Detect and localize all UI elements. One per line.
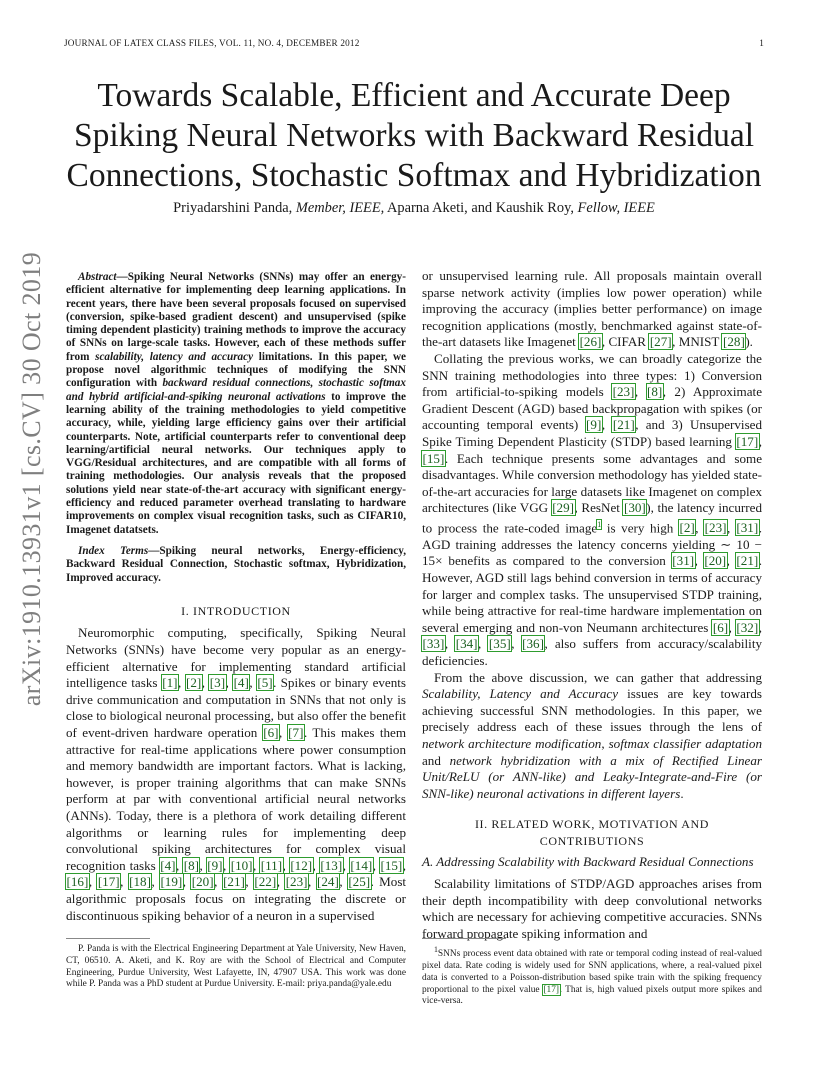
abstract-emph-1: scalability, latency and accuracy [95,350,254,363]
footnote-text: SNNs process event data obtained with rate or temporal coding instead of real-valued pixel data. Rate coding is widely used for SNN applications, where, a real-valued pixel data is converted to a Poisson-distribution based spike train with the spiking frequency proportional to the pixel value [422,949,762,995]
citation-link[interactable]: [26] [579,334,602,350]
citation-link[interactable]: [6] [263,724,279,740]
running-header [64,38,764,52]
body-paragraph [422,876,762,942]
citation-link[interactable]: [12] [290,857,313,873]
abstract-text-3: to improve the learning ability of the training methodologies to yield competitive accuracy, while, yielding large efficiency gains over their artificial counterparts. Note, artificial counterparts refer to conventional deep learning/artificial neural networks. Our techniques apply to VGG/Residual architectures, and are compatible with all forms of training methodologies. Our analysis reveals that the proposed solutions yield near state-of-the-art accuracy with significant energy-efficiency and reduced parameter overhead translating to hardware improvements on complex visual recognition tasks, such as CIFAR10, Imagenet datatsets. [66,390,406,536]
citation-link[interactable]: [27] [649,334,672,350]
section-heading-introduction: I. INTRODUCTION [181,603,291,618]
citation-link[interactable]: [17] [97,874,120,890]
subsection-heading: A. Addressing Scalability with Backward Residual Connections [422,853,754,869]
citation-link[interactable]: [10] [230,857,253,873]
body-paragraph: Collating the previous works, we can broadly categorize the SNN training methodologies into three types: 1) Conversion from artificial-to-spiking models [23], [8], 2) Approximate Gradient Descent (AGD) based backpropagation with spikes (or accounting temporal events) [9], [21], and 3) Unsupervised Spike Timing Dependent Plasticity (STDP) based learning [17], [15]. Each technique presents some advantages and some disadvantages. While conversion methodology has yielded state-of-the-art accuracies for large datasets like Imagenet on complex architectures (like VGG [29], ResNet [30]), the latency incurred to process the rate-coded image$^1$ is very high [2], [23], [31]. AGD training addresses the latency concerns yielding ∼ 10 − 15× benefits as compared to the conversion [31], [20], [21]. However, AGD still lags behind conversion in terms of accuracy for larger and complex tasks. The unsupervised STDP training, while being attractive for real-time hardware implementation on several emerging and non-von Neumann architectures [6], [32], [33], [34], [35], [36], also suffers from accuracy/scalability deficiencies. [422,350,763,669]
citation-link[interactable]: [7] [288,724,304,740]
section-heading-related-work: II. RELATED WORK, MOTIVATION AND CONTRIBUTIONS [474,817,710,848]
citation-link[interactable]: [31] [672,553,695,569]
intro-paragraph: Neuromorphic computing, specifically, Spiking Neural Networks (SNNs) have become very popular as an energy-efficient alternative for implementing standard artificial intelligence tasks [1], [2], [3], [4], [5]. Spikes or binary events drive communication and computation in SNNs that not only is close to biological neuronal processing, but also offer the benefit of event-driven hardware operation [6], [7]. This makes them attractive for real-time applications where power consumption and memory bandwidth are important factors. What is lacking, however, is proper training algorithms that can make SNNs perform at par with conventional artificial neural networks (ANNs). Today, there is a plethora of work detailing different algorithms or learning rules for implementing deep convolutional spiking architectures for complex visual recognition tasks [4], [8], [9], [10], [11], [12], [13], [14], [15], [16], [17], [18], [19], [20], [21], [22], [23], [24], [25]. Most algorithmic proposals focus on integrating the discrete or discontinuous spiking behavior of a neuron in a supervised [66,625,407,923]
body-text: From the above discussion, we can gather that addressing [434,669,762,685]
citation-link[interactable]: [31] [736,520,759,536]
body-text: issues are key towards achieving successful SNN methodologies. In this paper, we precisely address each of these issues through the lens of [422,686,762,735]
citation-link[interactable]: [23] [285,874,308,890]
index-terms-text: Spiking neural networks, Energy-efficiency, Backward Residual Connection, Stochastic softmax, Hybridization, Improved accuracy. [66,544,406,584]
body-text: , ResNet [574,500,620,516]
citation-link[interactable]: [2] [679,520,695,536]
citation-link[interactable]: [14] [350,857,373,873]
body-text: ), the latency incurred to process the rate-coded image [422,500,762,536]
body-text: However, AGD still lags behind conversion in terms of accuracy for larger and complex tasks. The unsupervised STDP training, while being attractive for real-time hardware implementation on several emerging and non-von Neumann architectures [422,570,762,635]
intro-text-1: Neuromorphic computing, specifically, Spiking Neural Networks (SNNs) have become very popular as an energy-efficient alternative for implementing standard artificial intelligence tasks [66,625,406,691]
citation-link[interactable]: [15] [380,857,403,873]
page-number: 1 [759,38,764,48]
citation-link[interactable]: [24] [317,874,339,890]
body-paragraph: From the above discussion, we can gather that addressing Scalability, Latency and Accuracy issues are key towards achieving successful SNN methodologies. In this paper, we precisely address each of these issues through the lens of network architecture modification, softmax classifier adaptation and network hybridization with a mix of Rectified Linear Unit/ReLU (or ANN-like) and Leaky-Integrate-and-Fire (or SNN-like) neuronal activations in different layers. [422,669,762,801]
citation-link[interactable]: [8] [183,857,199,873]
body-text: Scalability limitations of STDP/AGD approaches arises from their depth incompatibility with deep convolutional networks which are necessary for achieving competitive accuracies. SNNs forward propagate spiking information and [422,876,762,941]
citation-link[interactable]: [17] [543,984,560,995]
citation-link[interactable]: [19] [160,874,183,890]
footnote-rule [422,938,506,939]
emphasis-text: softmax classifier adaptation [608,735,762,751]
body-text: Each technique presents some advantages and some disadvantages. While conversion methodology has yielded state-of-the-art accuracies for large datasets like Imagenet on complex architectures (like VGG [422,450,763,516]
citation-link[interactable]: [23] [612,384,635,400]
citation-link[interactable]: [21] [612,417,635,433]
body-text: AGD training addresses the latency concerns yielding ∼ 10 − 15× benefits as compared to the conversion [422,536,762,569]
body-text: , MNIST [672,334,720,350]
citation-link[interactable]: [33] [422,636,445,652]
author-3-role: Fellow, IEEE [577,200,655,216]
citation-link[interactable]: [4] [160,857,176,873]
abstract-emph-2: backward residual connections, stochastic softmax and hybrid artificial-and-spiking neuronal activations [66,377,406,403]
citation-link[interactable]: [3] [209,675,226,691]
abstract: Abstract—Spiking Neural Networks (SNNs) may offer an energy-efficient alternative for implementing deep learning applications. In recent years, there have been several proposals focused on supervised (conversion, spike-based gradient descent) and unsupervised (spike timing dependent plasticity) training methods to improve the accuracy of SNNs on large-scale tasks. However, each of these methods suffer from scalability, latency and accuracy limitations. In this paper, we propose novel algorithmic techniques of modifying the SNN configuration with backward residual connections, stochastic softmax and hybrid artificial-and-spiking neuronal activations to improve the learning ability of the training methodologies to yield competitive accuracy, while, yielding large efficiency gains over their artificial counterparts. Note, artificial counterparts refer to conventional deep learning/artificial neural networks. Our techniques apply to VGG/Residual architectures, and are compatible with all forms of training methodologies. Our analysis reveals that the proposed solutions yield near state-of-the-art accuracy with significant energy-efficiency and reduced parameter overhead translating to hardware improvements on complex visual recognition tasks, such as CIFAR10, Imagenet datatsets. [66,271,407,536]
body-text: and 3) Unsupervised Spike Timing Dependent Plasticity (STDP) based learning [422,417,763,449]
citation-link[interactable]: [18] [129,874,151,890]
citation-link[interactable]: [35] [488,636,511,652]
body-text: , CIFAR [601,334,647,350]
footnote-text: That is, high valued pixels output more spikes and vice-versa. [422,984,762,1007]
body-text: 2) Approximate Gradient Descent (AGD) based backpropagation with spikes (or accounting temporal events) [422,384,763,433]
citation-link[interactable]: [20] [704,553,727,569]
index-terms-label: Index Terms [78,544,149,557]
citation-link[interactable]: [9] [586,417,602,433]
journal-header: JOURNAL OF LATEX CLASS FILES, VOL. 11, NO. 4, DECEMBER 2012 [64,38,360,48]
citation-link[interactable]: [8] [647,384,663,400]
body-text: , [601,735,605,751]
citation-link[interactable]: [20] [191,874,214,890]
footnote-rule [66,938,150,939]
citation-link[interactable]: [21] [223,874,245,890]
citation-link[interactable]: [9] [207,857,223,873]
citation-link[interactable]: [1] [162,675,178,691]
abstract-label: Abstract [78,271,117,283]
body-text: also suffers from accuracy/scalability deficiencies. [422,636,763,669]
citation-link[interactable]: [36] [522,636,544,652]
footnote-number: 1 [434,945,438,954]
citation-link[interactable]: [23] [704,520,727,536]
emphasis-text: Scalability, Latency and Accuracy [422,686,619,702]
arxiv-identifier: arXiv:1910.13931v1 [cs.CV] 30 Oct 2019 [17,251,46,707]
citation-link[interactable]: [28] [722,334,745,350]
citation-link[interactable]: [17] [736,433,759,449]
abstract-text-2: limitations. In this paper, we propose novel algorithmic techniques of modifying the SNN configuration with [66,350,407,390]
affiliation-footnote: P. Panda is with the Electrical Engineering Department at Yale University, New Haven, CT, 06510. A. Aketi, and K. Roy are with the School of Electrical and Computer Engineering, Purdue University, West Lafayette, IN, 47907 USA. This work was done while P. Panda was a PhD student at Purdue University. E-mail: priya.panda@yale.edu [66,944,406,990]
footnote-1: $^1$SNNs process event data obtained with rate or temporal coding instead of real-valued pixel data. Rate coding is widely used for SNN applications, where, a real-valued pixel data is converted to a Poisson-distribution based spike train with the spiking frequency proportional to the pixel value [17]. That is, high valued pixels output more spikes and vice-versa. [422,945,762,1007]
intro-text-3: This makes them attractive for real-time applications where power consumption and memory bandwidth are important factors. What is lacking, however, is proper training algorithms that can make SNNs perform at par with conventional artificial neural networks (ANNs). Today, there is a plethora of work detailing different algorithms or learning rules for implementing deep convolutional spiking architectures for complex visual recognition tasks [66,724,407,873]
emphasis-text: network architecture modification [422,735,602,751]
citation-link[interactable]: [11] [260,857,283,873]
citation-link[interactable]: [15] [422,450,445,466]
intro-text-2: Spikes or binary events drive communication and computation in SNNs that not only is close to biological neuronal processing, but also offer the benefit of event-driven hardware operation [66,675,407,740]
citation-link[interactable]: [30] [623,500,646,516]
citation-link[interactable]: [2] [186,675,202,691]
citation-link[interactable]: [13] [320,857,343,873]
citation-link[interactable]: [25] [348,874,371,890]
body-text: and [422,752,441,768]
citation-link[interactable]: [5] [257,675,273,691]
citation-link[interactable]: [29] [552,500,575,516]
intro-text-4: Most algorithmic proposals focus on integrating the discrete or discontinuous spiking behavior of a neuron in a supervised [66,874,407,923]
body-text: Collating the previous works, we can broadly categorize the SNN training methodologies into three types: 1) Conversion from artificial-to-spiking models [422,350,762,400]
emphasis-text: network hybridization with a mix of Rectified Linear Unit/ReLU (or ANN-like) and Leaky-Integrate-and-Fire (or SNN-like) neuronal activations in different layers [422,752,762,801]
citation-link[interactable]: [6] [712,619,729,635]
arxiv-stamp [6,251,58,707]
body-text: or unsupervised learning rule. All proposals maintain overall sparse network activity (implies low power operation) while improving the accuracy (implies better performance) on image recognition applications (mostly, benchmarked against state-of-the-art datasets like Imagenet [422,268,762,350]
citation-link[interactable]: [32] [736,619,759,635]
paper-title: Towards Scalable, Efficient and Accurate Deep Spiking Neural Networks with Backward Residual Connections, Stochastic Softmax and Hybridization [66,77,762,194]
body-text: is very high [606,520,674,536]
footnote-marker[interactable]: 1 [597,519,602,529]
body-paragraph: or unsupervised learning rule. All proposals maintain overall sparse network activity (implies low power operation) while improving the accuracy (implies better performance) on image recognition applications (mostly, benchmarked against state-of-the-art datasets like Imagenet [26], CIFAR [27], MNIST [28]). [422,268,762,350]
author-2-3: Aparna Aketi, and Kaushik Roy, [387,200,574,216]
abstract-text-1: Spiking Neural Networks (SNNs) may offer an energy-efficient alternative for implementing deep learning applications. In recent years, there have been several proposals focused on supervised (conversion, spike-based gradient descent) and unsupervised (spike timing dependent plasticity) training methods to improve the accuracy of SNNs on large-scale tasks. However, each of these methods suffer from [66,271,406,363]
index-terms: Index Terms—Spiking neural networks, Energy-efficiency, Backward Residual Connection, Stochastic softmax, Hybridization, Improved accuracy. [66,544,406,584]
left-column [66,268,406,924]
citation-link[interactable]: [21] [736,553,759,569]
author-line [60,200,768,217]
author-1: Priyadarshini Panda, [173,200,293,216]
citation-link[interactable]: [22] [254,874,277,890]
citation-link[interactable]: [4] [233,675,249,691]
citation-link[interactable]: [34] [455,636,478,652]
author-1-role: Member, IEEE, [295,200,385,216]
citation-link[interactable]: [16] [66,874,89,890]
right-column [422,268,762,943]
